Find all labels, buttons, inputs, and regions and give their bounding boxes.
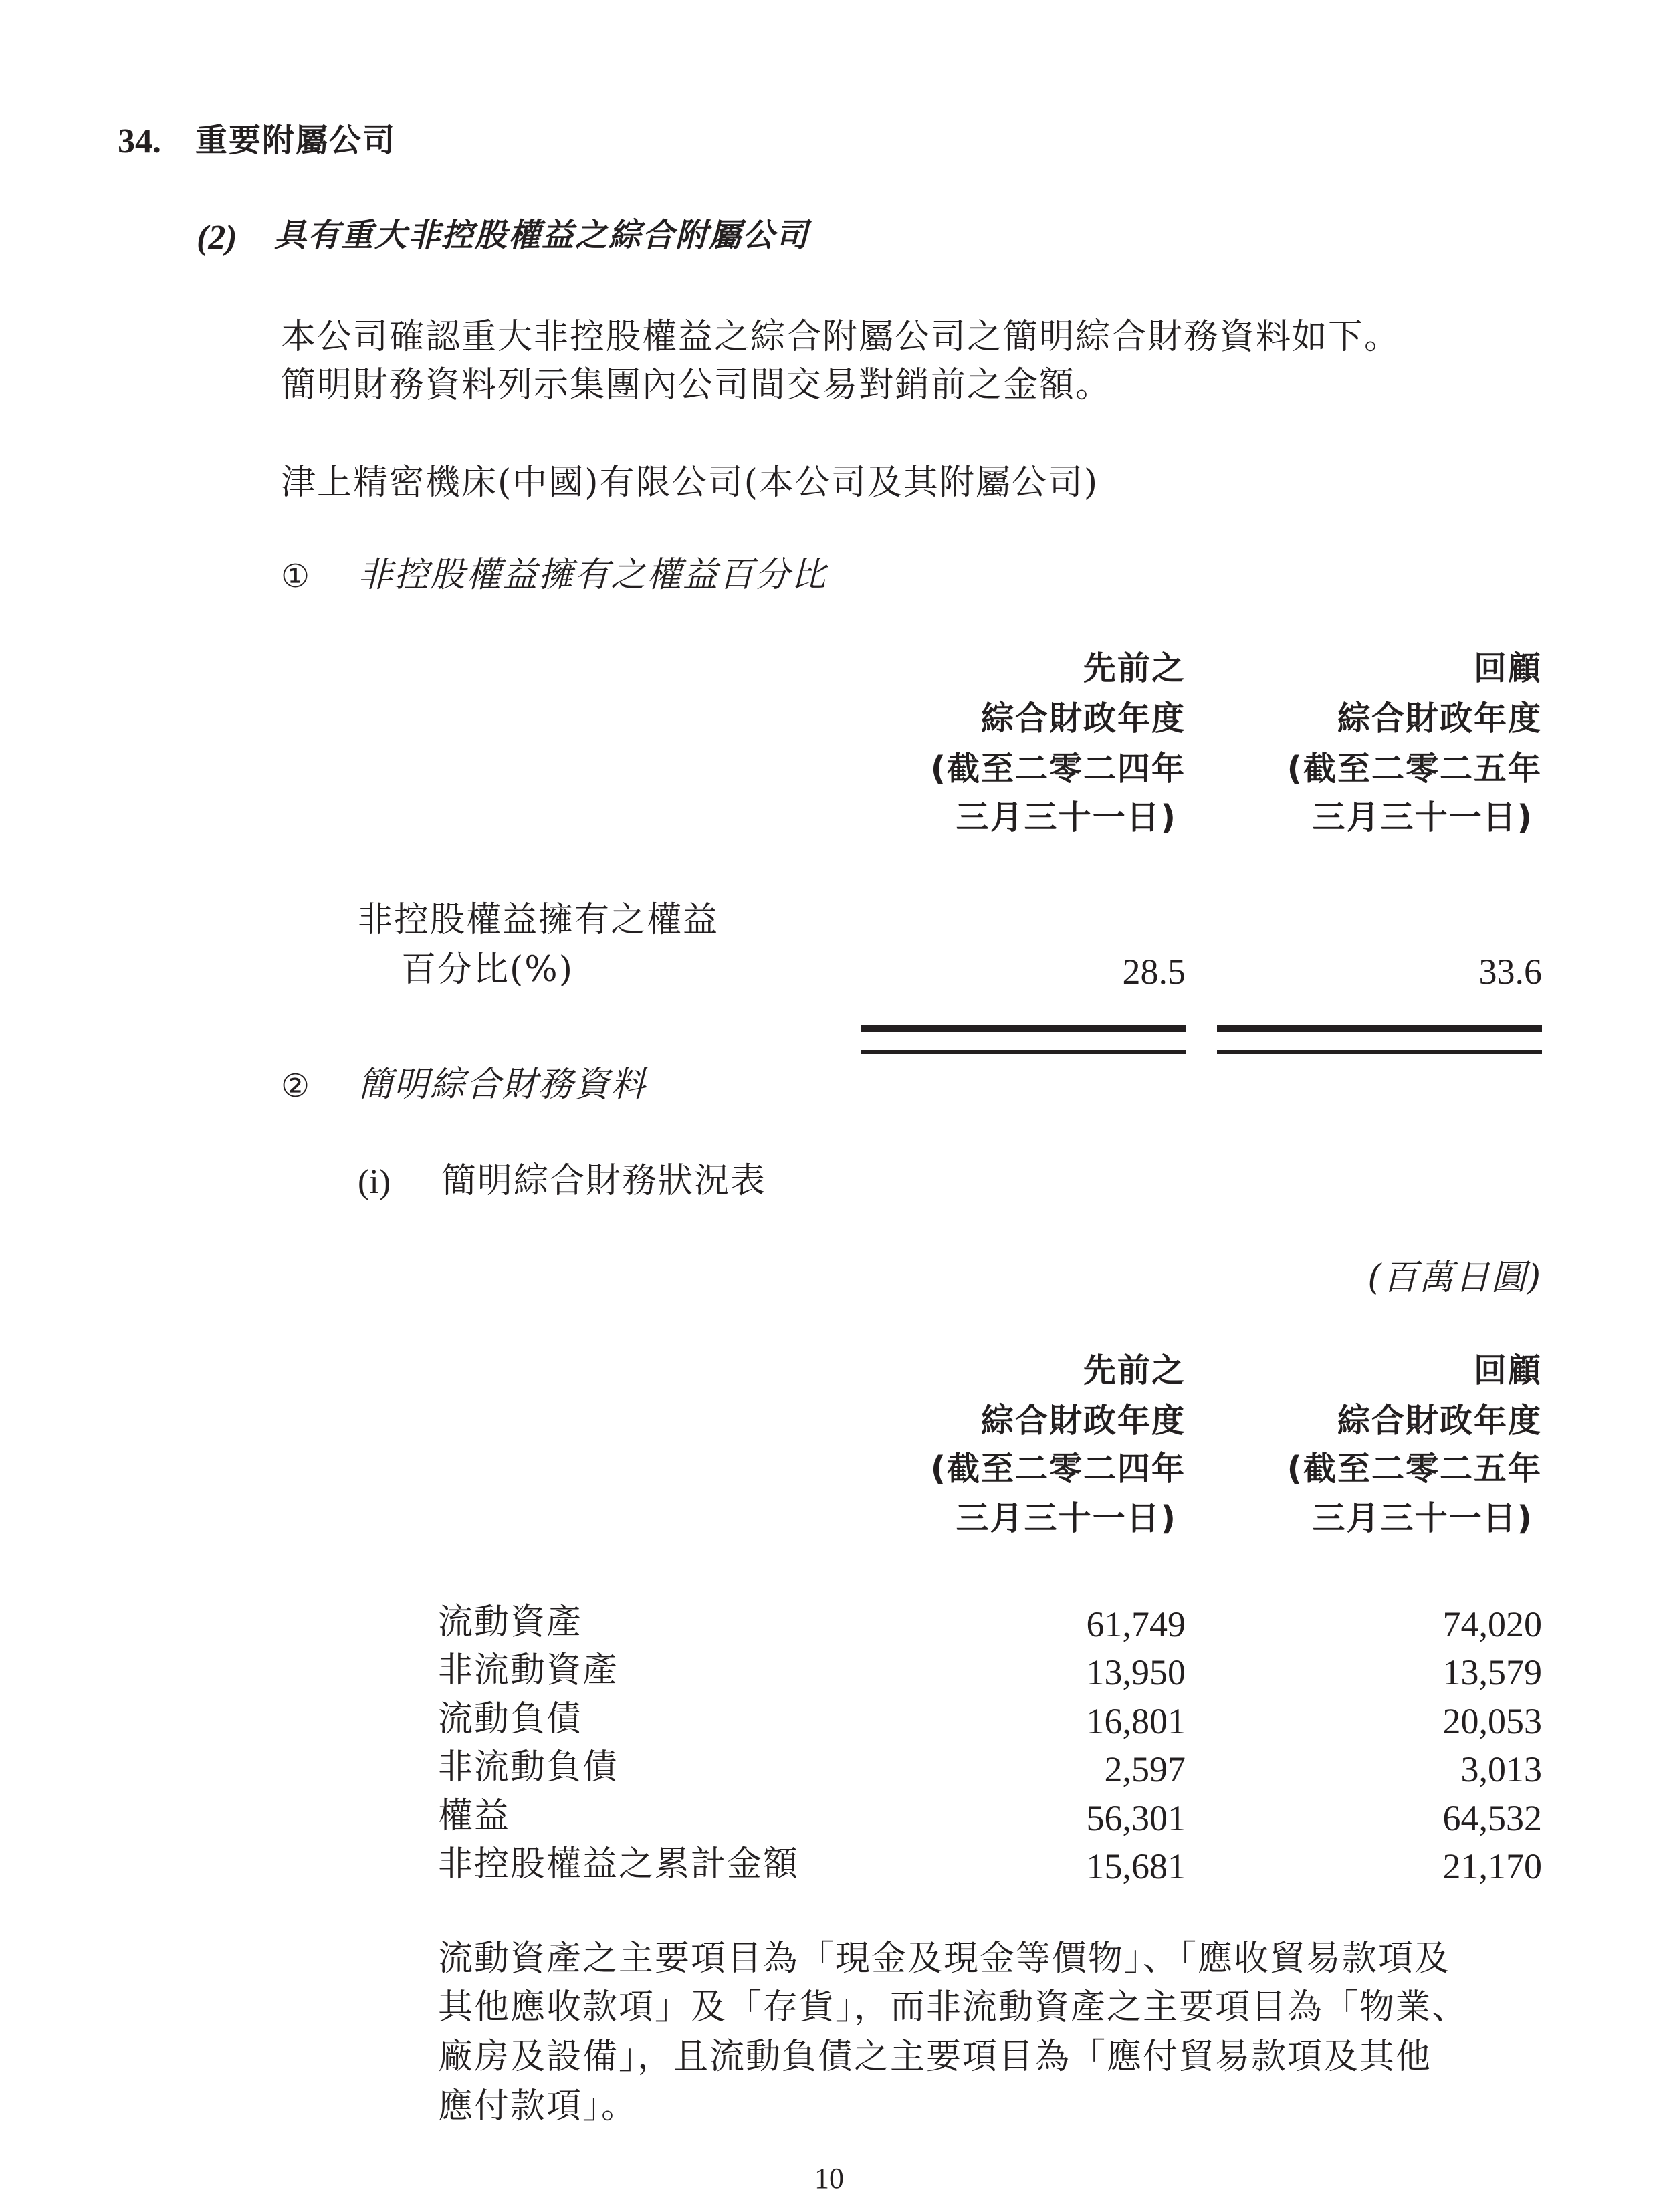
note-line-2: 其他應收款項」及「存貨」，而非流動資產之主要項目為「物業、 (438, 1987, 1468, 2027)
row-value-current: 3,013 (1460, 1749, 1542, 1789)
header-prior-line-2: 綜合財政年度 (980, 699, 1186, 738)
row-value-prior: 56,301 (1086, 1798, 1186, 1838)
pct-label-line-2: 百分比(%) (401, 950, 574, 990)
section-number: 34. (118, 122, 161, 160)
header-current-line-2: 綜合財政年度 (1337, 699, 1542, 738)
intro-line-1: 本公司確認重大非控股權益之綜合附屬公司之簡明綜合財務資料如下。 (281, 317, 1401, 357)
row-value-prior: 13,950 (1086, 1652, 1186, 1692)
row-label: 非流動負債 (438, 1747, 619, 1787)
double-rule-current-thin (1217, 1050, 1542, 1054)
intro-line-2: 簡明財務資料列示集團內公司間交易對銷前之金額。 (281, 365, 1112, 405)
header-prior-line-4: 三月三十一日) (956, 798, 1177, 837)
circled-one-icon: ① (281, 558, 310, 595)
row-value-prior: 2,597 (1104, 1749, 1186, 1789)
row-value-current: 21,170 (1442, 1846, 1542, 1886)
row-value-current: 13,579 (1442, 1652, 1542, 1692)
header-prior-line-1: 先前之 (1083, 649, 1186, 687)
row-label: 權益 (438, 1796, 511, 1836)
note-line-1: 流動資產之主要項目為「現金及現金等價物」、「應收貿易款項及 (438, 1939, 1451, 1979)
section-title: 重要附屬公司 (195, 122, 397, 159)
fin-header-current-line-3: (截至二零二五年 (1287, 1450, 1542, 1488)
double-rule-prior-thick (861, 1025, 1186, 1032)
subsection-number: (2) (197, 219, 237, 257)
item2-title: 簡明綜合財務資料 (358, 1065, 647, 1105)
subsection-title: 具有重大非控股權益之綜合附屬公司 (274, 217, 810, 254)
fin-header-current-line-4: 三月三十一日) (1312, 1499, 1533, 1537)
fin-header-prior-line-1: 先前之 (1083, 1351, 1186, 1390)
row-label: 流動資產 (438, 1602, 583, 1642)
fin-header-current-line-2: 綜合財政年度 (1337, 1402, 1542, 1440)
row-value-prior: 15,681 (1086, 1846, 1186, 1886)
note-line-3: 廠房及設備」，且流動負債之主要項目為「應付貿易款項及其他 (438, 2037, 1432, 2077)
row-label: 非流動資產 (438, 1650, 619, 1690)
header-prior-line-3: (截至二零二四年 (930, 750, 1186, 788)
fin-header-prior-line-2: 綜合財政年度 (980, 1402, 1186, 1440)
company-name: 津上精密機床(中國)有限公司(本公司及其附屬公司) (281, 463, 1099, 503)
fin-header-current-line-1: 回顧 (1473, 1351, 1542, 1390)
pct-value-current: 33.6 (1478, 952, 1542, 992)
row-label: 流動負債 (438, 1699, 583, 1739)
row-label: 非控股權益之累計金額 (438, 1844, 800, 1884)
unit-label: (百萬日圓) (1367, 1258, 1542, 1298)
fin-header-prior-line-3: (截至二零二四年 (930, 1450, 1186, 1488)
note-line-4: 應付款項」。 (438, 2086, 638, 2126)
row-value-current: 74,020 (1442, 1604, 1542, 1644)
pct-label-line-1: 非控股權益擁有之權益 (358, 900, 720, 940)
sub-i-title: 簡明綜合財務狀況表 (441, 1161, 767, 1201)
header-current-line-1: 回顧 (1473, 649, 1542, 687)
double-rule-prior-thin (861, 1050, 1186, 1054)
header-current-line-4: 三月三十一日) (1312, 798, 1533, 837)
header-current-line-3: (截至二零二五年 (1287, 750, 1542, 788)
double-rule-current-thick (1217, 1025, 1542, 1032)
row-value-current: 20,053 (1442, 1701, 1542, 1741)
item1-title: 非控股權益擁有之權益百分比 (358, 555, 828, 595)
fin-header-prior-line-4: 三月三十一日) (956, 1499, 1177, 1537)
pct-value-prior: 28.5 (1122, 952, 1186, 992)
sub-i-marker: (i) (358, 1163, 391, 1201)
row-value-current: 64,532 (1442, 1798, 1542, 1838)
row-value-prior: 16,801 (1086, 1701, 1186, 1741)
row-value-prior: 61,749 (1086, 1604, 1186, 1644)
page-number: 10 (814, 2162, 844, 2195)
circled-two-icon: ② (281, 1067, 310, 1105)
